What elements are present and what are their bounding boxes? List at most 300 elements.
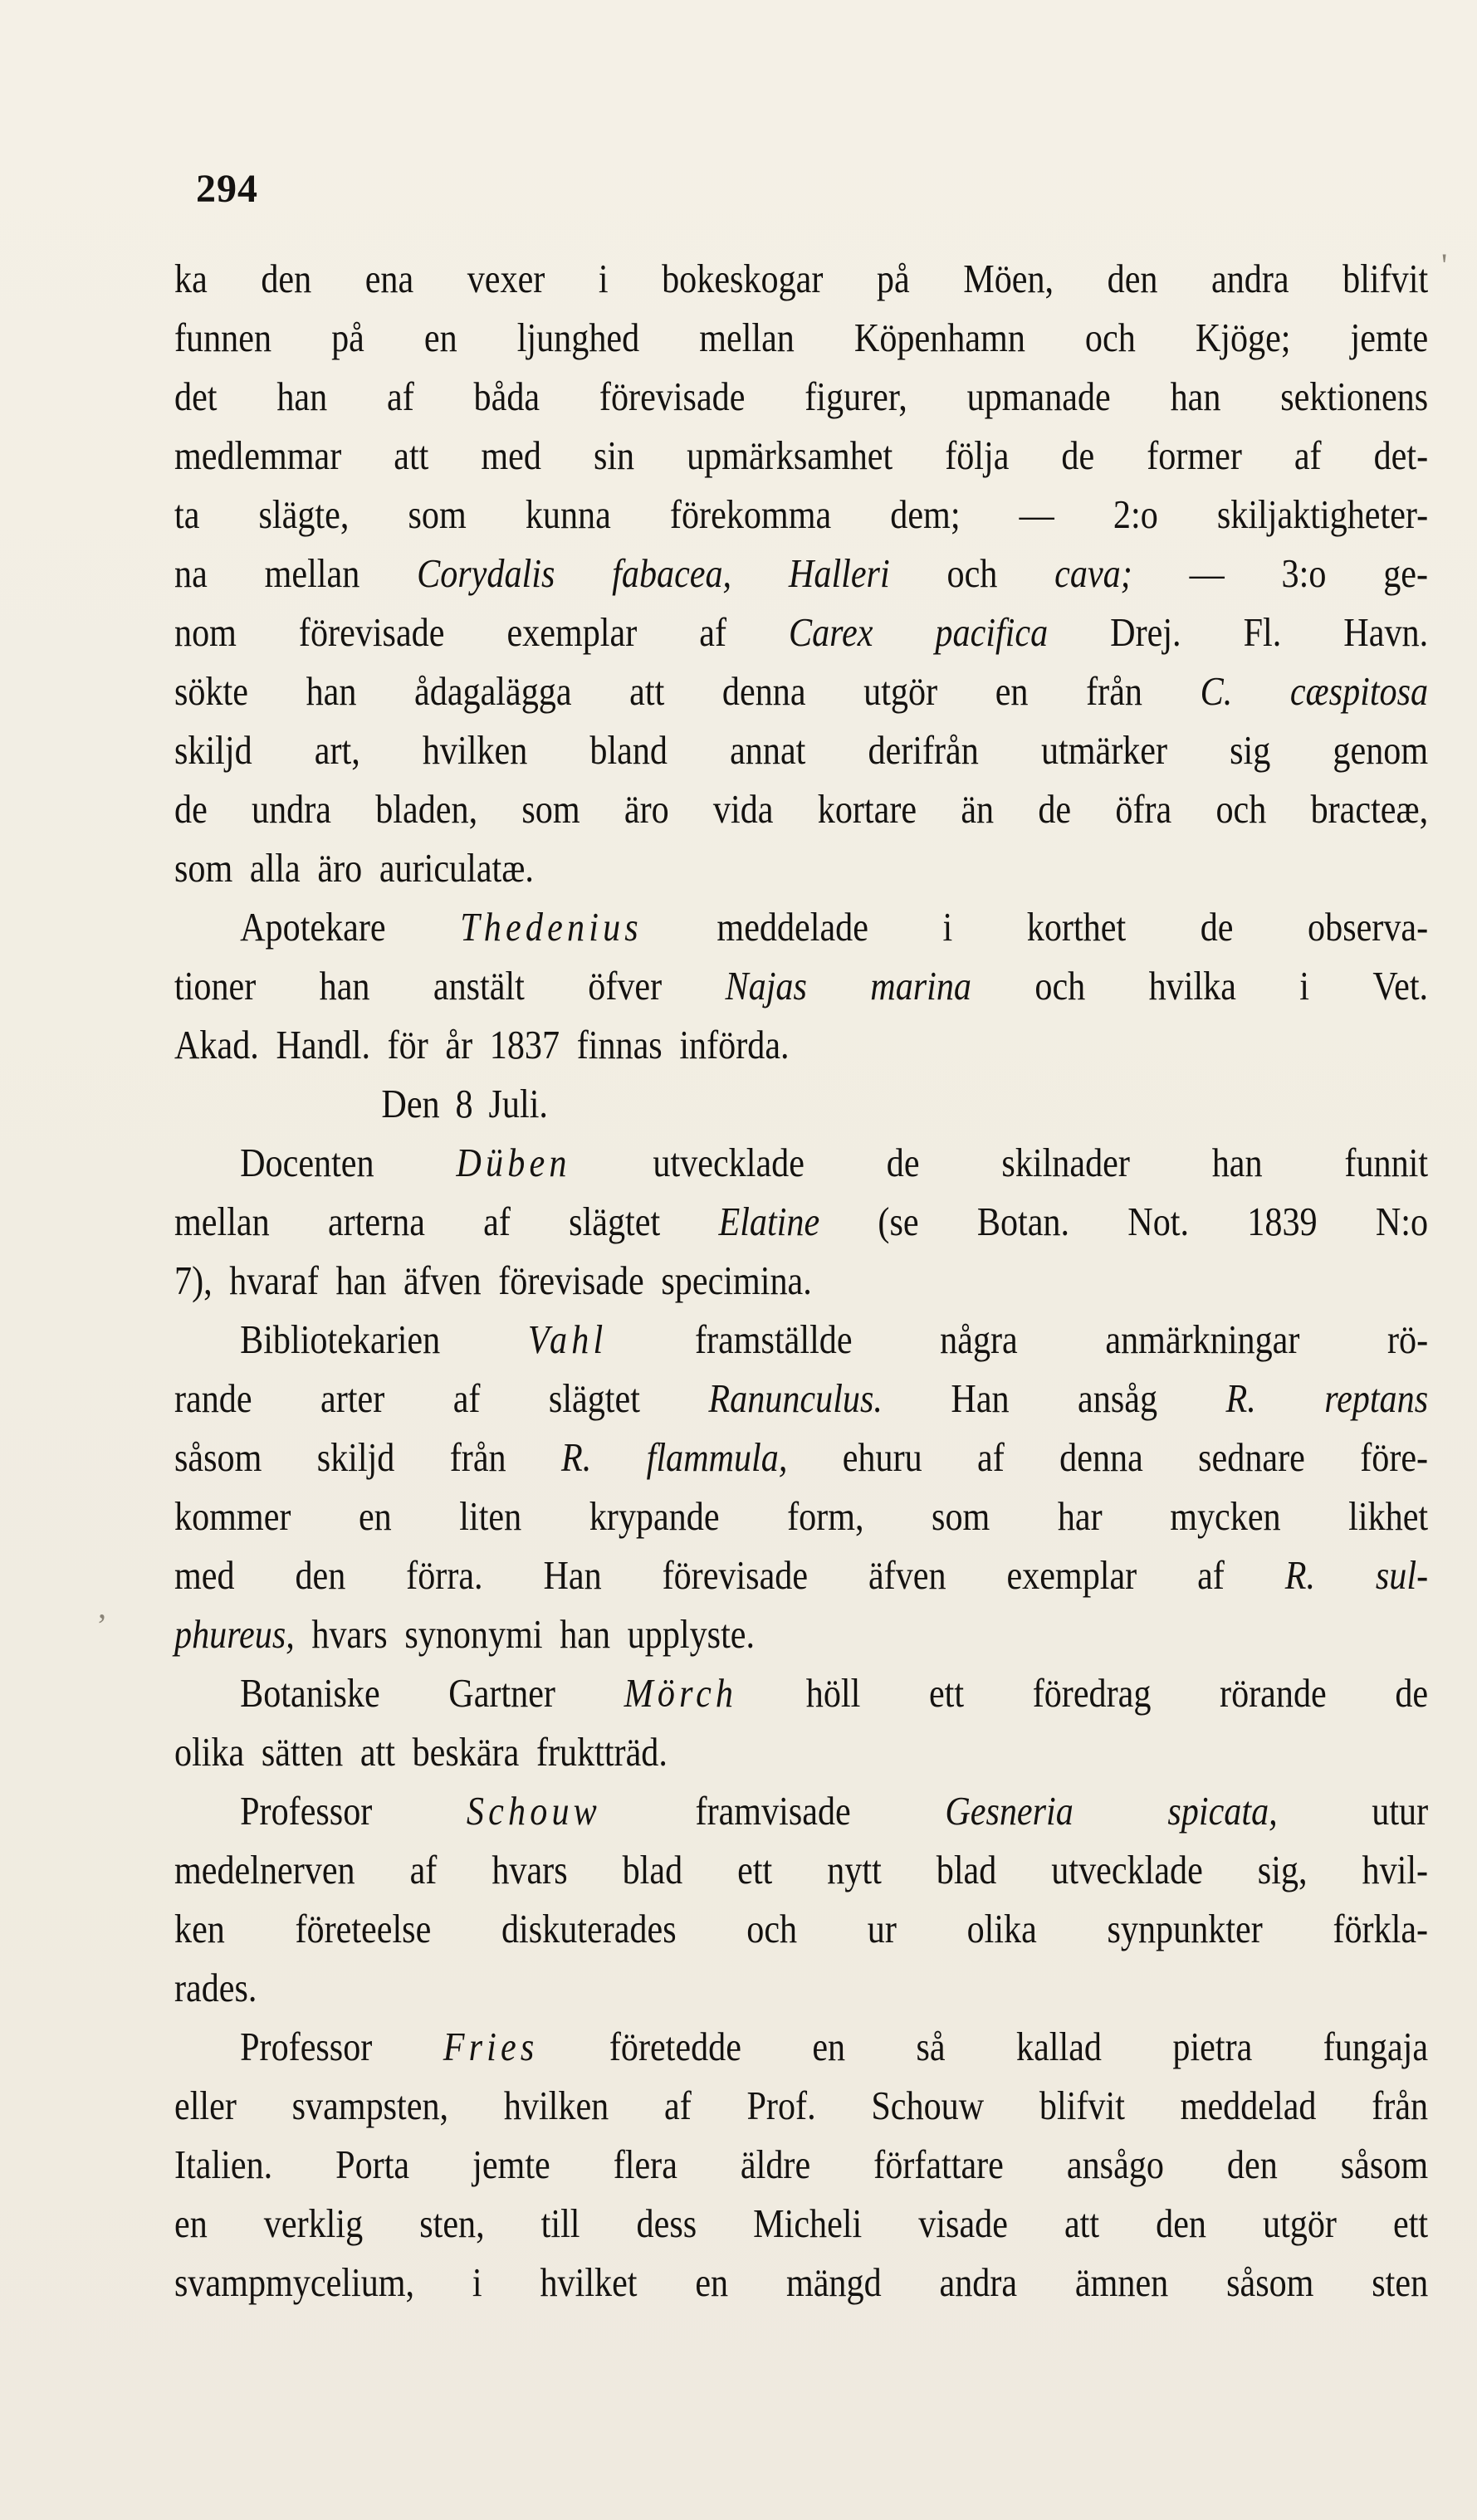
word: upmärksamhet bbox=[687, 432, 893, 478]
word: Havn. bbox=[1343, 609, 1429, 655]
word: 7), bbox=[174, 1258, 213, 1303]
text-line bbox=[174, 367, 1428, 426]
word: form, bbox=[787, 1493, 864, 1539]
word: kommer bbox=[174, 1493, 291, 1539]
word: rörande bbox=[1220, 1670, 1327, 1716]
word: företedde bbox=[609, 2024, 741, 2069]
word: Han bbox=[543, 1552, 602, 1598]
word: han bbox=[1170, 374, 1221, 419]
word: öfra bbox=[1115, 786, 1172, 832]
word: rö- bbox=[1387, 1316, 1429, 1362]
word: så bbox=[916, 2024, 946, 2069]
word: exemplar bbox=[506, 609, 638, 655]
word: skiljd bbox=[174, 727, 252, 773]
word: svampsten, bbox=[291, 2083, 449, 2128]
word: som bbox=[408, 491, 467, 537]
text-line bbox=[174, 2135, 1428, 2194]
word: pacifica bbox=[935, 609, 1049, 655]
word: ena bbox=[364, 256, 414, 301]
word: fungaja bbox=[1323, 2024, 1429, 2069]
word: bladen, bbox=[375, 786, 478, 832]
word: hvilka bbox=[1148, 963, 1236, 1008]
word: Corydalis bbox=[417, 550, 555, 596]
word: Handl. bbox=[276, 1022, 370, 1067]
word: med bbox=[174, 1552, 235, 1598]
word: ken bbox=[174, 1906, 225, 1951]
word: hvilket bbox=[540, 2259, 638, 2305]
word: författare bbox=[873, 2142, 1004, 2187]
word: en bbox=[174, 2200, 208, 2246]
word: sektionens bbox=[1280, 374, 1429, 419]
word: mellan bbox=[699, 315, 795, 360]
word: nom bbox=[174, 609, 237, 655]
word: förevisade bbox=[298, 609, 445, 655]
word: spicata, bbox=[1167, 1788, 1278, 1834]
text-line bbox=[174, 956, 1428, 1015]
word: de bbox=[1061, 432, 1095, 478]
word: visade bbox=[918, 2200, 1008, 2246]
word: eller bbox=[174, 2083, 237, 2128]
word: han bbox=[306, 668, 357, 714]
word: båda bbox=[473, 374, 540, 419]
word: anstält bbox=[433, 963, 525, 1008]
word: Professor bbox=[240, 2024, 373, 2069]
word: från bbox=[449, 1434, 506, 1480]
word: fabacea, bbox=[612, 550, 732, 596]
word: bokeskogar bbox=[662, 256, 824, 301]
word: Gartner bbox=[448, 1670, 555, 1716]
text-line bbox=[174, 1663, 1428, 1722]
word: tioner bbox=[174, 963, 257, 1008]
word: medlemmar bbox=[174, 432, 342, 478]
word: vexer bbox=[467, 256, 545, 301]
text-line bbox=[174, 2076, 1428, 2135]
word: vida bbox=[712, 786, 774, 832]
word: 1837 bbox=[489, 1022, 560, 1067]
word: de bbox=[886, 1140, 920, 1185]
word: Vahl bbox=[527, 1316, 608, 1362]
word: nytt bbox=[827, 1847, 882, 1892]
margin-mark: , bbox=[98, 1588, 106, 1625]
word: sökte bbox=[174, 668, 248, 714]
word: Gesneria bbox=[945, 1788, 1074, 1834]
word: företeelse bbox=[295, 1906, 432, 1951]
text-line bbox=[174, 1251, 1428, 1310]
word: flammula, bbox=[646, 1434, 788, 1480]
word: Botaniske bbox=[240, 1670, 380, 1716]
word: hvilken bbox=[503, 2083, 609, 2128]
word: från bbox=[1372, 2083, 1429, 2128]
word: rades. bbox=[174, 1965, 257, 2010]
word: sul- bbox=[1375, 1552, 1429, 1598]
word: han bbox=[560, 1611, 611, 1657]
word: Drej. bbox=[1110, 609, 1181, 655]
word: Apotekare bbox=[240, 904, 386, 950]
word: Not. bbox=[1127, 1199, 1190, 1244]
text-line bbox=[174, 2017, 1428, 2076]
word: som bbox=[932, 1493, 990, 1539]
word: att bbox=[629, 668, 665, 714]
word: förkla- bbox=[1333, 1906, 1429, 1951]
word: på bbox=[331, 315, 364, 360]
word: blad bbox=[622, 1847, 683, 1892]
word: Düben bbox=[456, 1140, 571, 1185]
word: Schouw bbox=[871, 2083, 985, 2128]
text-line bbox=[174, 249, 1428, 308]
word: af bbox=[483, 1199, 511, 1244]
word: synonymi bbox=[404, 1611, 543, 1657]
word: införda. bbox=[679, 1022, 790, 1067]
word: ehuru bbox=[842, 1434, 922, 1480]
word: Köpenhamn bbox=[853, 315, 1025, 360]
word: dem; bbox=[890, 491, 961, 537]
word: sten, bbox=[419, 2200, 485, 2246]
word: Vet. bbox=[1372, 963, 1429, 1008]
text-line bbox=[174, 2194, 1428, 2253]
word: af bbox=[699, 609, 726, 655]
word: R. bbox=[1284, 1552, 1316, 1598]
word: N:o bbox=[1375, 1199, 1429, 1244]
word: olika bbox=[174, 1729, 245, 1775]
word: äfven bbox=[403, 1258, 482, 1303]
word: mängd bbox=[785, 2259, 882, 2305]
word: af bbox=[1197, 1552, 1225, 1598]
word: ett bbox=[1392, 2200, 1429, 2246]
word: de bbox=[1200, 904, 1234, 950]
word: blad bbox=[936, 1847, 997, 1892]
word: Thedenius bbox=[460, 904, 643, 950]
word: art, bbox=[314, 727, 360, 773]
word: att bbox=[1064, 2200, 1100, 2246]
word: Micheli bbox=[753, 2200, 863, 2246]
word: af bbox=[663, 2083, 692, 2128]
word: det bbox=[174, 374, 218, 419]
word: cava; bbox=[1054, 550, 1132, 596]
word: R. bbox=[1225, 1375, 1256, 1421]
word: annat bbox=[730, 727, 806, 773]
text-line bbox=[174, 1487, 1428, 1546]
word: Prof. bbox=[746, 2083, 816, 2128]
word: Ranunculus. bbox=[708, 1375, 883, 1421]
word: arterna bbox=[327, 1199, 425, 1244]
word: flera bbox=[613, 2142, 677, 2187]
word: finnas bbox=[576, 1022, 663, 1067]
word: R. bbox=[560, 1434, 592, 1480]
word: af bbox=[977, 1434, 1005, 1480]
word: den bbox=[1107, 256, 1158, 301]
word: ansågo bbox=[1066, 2142, 1164, 2187]
word: ka bbox=[174, 256, 208, 301]
word: med bbox=[481, 432, 541, 478]
word: Docenten bbox=[240, 1140, 374, 1185]
word: och bbox=[746, 1906, 798, 1951]
word: en bbox=[995, 668, 1029, 714]
word: utgör bbox=[863, 668, 938, 714]
word: Botan. bbox=[976, 1199, 1070, 1244]
word: sin bbox=[593, 432, 635, 478]
word: ett bbox=[737, 1847, 773, 1892]
word: af bbox=[409, 1847, 438, 1892]
word: att bbox=[394, 432, 429, 478]
word: en bbox=[423, 315, 457, 360]
word: Italien. bbox=[174, 2142, 273, 2187]
word: sig bbox=[1230, 727, 1271, 773]
word: de bbox=[1395, 1670, 1429, 1716]
word: skiljaktigheter- bbox=[1216, 491, 1429, 537]
word: Professor bbox=[240, 1788, 373, 1834]
word: (se bbox=[878, 1199, 919, 1244]
word: hvil- bbox=[1362, 1847, 1429, 1892]
word: specimina. bbox=[661, 1258, 812, 1303]
word: likhet bbox=[1348, 1493, 1429, 1539]
word: till bbox=[540, 2200, 580, 2246]
word: genom bbox=[1333, 727, 1429, 773]
word: före- bbox=[1360, 1434, 1429, 1480]
word: Fries bbox=[443, 2024, 539, 2069]
word: korthet bbox=[1026, 904, 1127, 950]
word: Han bbox=[951, 1375, 1010, 1421]
word: äfven bbox=[868, 1552, 946, 1598]
word: C. bbox=[1200, 668, 1233, 714]
word: utvecklade bbox=[1051, 1847, 1203, 1892]
word: för bbox=[387, 1022, 428, 1067]
word: cæspitosa bbox=[1289, 668, 1429, 714]
word: som bbox=[174, 845, 233, 891]
word: utmärker bbox=[1040, 727, 1168, 773]
word: kortare bbox=[817, 786, 917, 832]
word: utur bbox=[1372, 1788, 1429, 1834]
word: på bbox=[876, 256, 910, 301]
word: blifvit bbox=[1343, 256, 1429, 301]
word: Möen, bbox=[963, 256, 1054, 301]
word: funnit bbox=[1344, 1140, 1429, 1185]
word: den bbox=[1226, 2142, 1278, 2187]
word: slägte, bbox=[258, 491, 350, 537]
word: dess bbox=[636, 2200, 697, 2246]
text-line bbox=[174, 544, 1428, 603]
word: och bbox=[1084, 315, 1136, 360]
word: figurer, bbox=[805, 374, 907, 419]
word: han bbox=[276, 374, 328, 419]
word: synpunkter bbox=[1107, 1906, 1263, 1951]
word: — bbox=[1019, 491, 1054, 537]
word: mellan bbox=[174, 1199, 270, 1244]
word: reptans bbox=[1324, 1375, 1429, 1421]
text-line bbox=[174, 1133, 1428, 1192]
word: såsom bbox=[1340, 2142, 1429, 2187]
word: Akad. bbox=[174, 1022, 259, 1067]
word: hvars bbox=[492, 1847, 568, 1892]
word: denna bbox=[1059, 1434, 1143, 1480]
word: slägtet bbox=[569, 1199, 661, 1244]
word: Fl. bbox=[1243, 609, 1282, 655]
word: beskära bbox=[412, 1729, 520, 1775]
word: ta bbox=[174, 491, 200, 537]
word: verklig bbox=[263, 2200, 364, 2246]
word: några bbox=[940, 1316, 1018, 1362]
word: ett bbox=[928, 1670, 965, 1716]
word: Den bbox=[381, 1081, 440, 1126]
text-line bbox=[174, 662, 1428, 720]
word: bracteæ, bbox=[1310, 786, 1429, 832]
word: mycken bbox=[1170, 1493, 1281, 1539]
word: höll bbox=[805, 1670, 861, 1716]
word: äldre bbox=[740, 2142, 811, 2187]
word: det- bbox=[1373, 432, 1429, 478]
body-text bbox=[174, 249, 1428, 2312]
word: hvilken bbox=[422, 727, 528, 773]
text-line bbox=[174, 485, 1428, 544]
word: förevisade bbox=[662, 1552, 809, 1598]
word: år bbox=[445, 1022, 473, 1067]
word: derifrån bbox=[868, 727, 979, 773]
word: den bbox=[1156, 2200, 1206, 2246]
text-line bbox=[174, 1958, 1428, 2017]
word: bland bbox=[589, 727, 668, 773]
word: de bbox=[174, 786, 208, 832]
word: pietra bbox=[1172, 2024, 1253, 2069]
word: från bbox=[1086, 668, 1142, 714]
word: rande bbox=[174, 1375, 252, 1421]
word: Juli. bbox=[488, 1081, 548, 1126]
word: jemte bbox=[1350, 315, 1429, 360]
word: 3:o bbox=[1281, 550, 1327, 596]
word: diskuterades bbox=[501, 1906, 677, 1951]
page-number: 294 bbox=[196, 167, 258, 211]
word: och bbox=[1215, 786, 1267, 832]
word: ämnen bbox=[1074, 2259, 1169, 2305]
word: att bbox=[359, 1729, 395, 1775]
word: krypande bbox=[589, 1493, 720, 1539]
word: ådagalägga bbox=[414, 668, 572, 714]
text-line bbox=[174, 1192, 1428, 1251]
word: har bbox=[1057, 1493, 1103, 1539]
word: framvisade bbox=[695, 1788, 851, 1834]
word: i bbox=[1299, 963, 1310, 1008]
word: Najas bbox=[725, 963, 807, 1008]
word: funnen bbox=[174, 315, 272, 360]
word: na bbox=[174, 550, 208, 596]
word: alla bbox=[249, 845, 301, 891]
word: phureus, bbox=[174, 1611, 295, 1657]
text-line bbox=[174, 1074, 1428, 1133]
word: ljunghed bbox=[516, 315, 640, 360]
word: exemplar bbox=[1006, 1552, 1137, 1598]
word: i bbox=[942, 904, 953, 950]
word: Porta bbox=[335, 2142, 410, 2187]
text-line bbox=[174, 1899, 1428, 1958]
word: olika bbox=[966, 1906, 1037, 1951]
word: observa- bbox=[1308, 904, 1429, 950]
word: mellan bbox=[264, 550, 360, 596]
word: fruktträd. bbox=[536, 1729, 668, 1775]
word: slägtet bbox=[548, 1375, 640, 1421]
word: sätten bbox=[261, 1729, 344, 1775]
word: kallad bbox=[1016, 2024, 1102, 2069]
word: Halleri bbox=[788, 550, 890, 596]
word: föredrag bbox=[1032, 1670, 1152, 1716]
word: än bbox=[961, 786, 995, 832]
word: den bbox=[295, 1552, 346, 1598]
word: Carex bbox=[788, 609, 873, 655]
word: af bbox=[386, 374, 414, 419]
word: såsom bbox=[1226, 2259, 1314, 2305]
word: den bbox=[261, 256, 312, 301]
word: marina bbox=[870, 963, 972, 1008]
text-line bbox=[174, 1781, 1428, 1840]
text-line bbox=[174, 1015, 1428, 1074]
word: upmanade bbox=[966, 374, 1111, 419]
word: meddelade bbox=[716, 904, 868, 950]
text-line bbox=[174, 779, 1428, 838]
text-line bbox=[174, 720, 1428, 779]
word: de bbox=[1038, 786, 1072, 832]
word: Schouw bbox=[466, 1788, 601, 1834]
word: anmärkningar bbox=[1105, 1316, 1300, 1362]
word: meddelad bbox=[1180, 2083, 1317, 2128]
word: förra. bbox=[406, 1552, 483, 1598]
word: Elatine bbox=[718, 1199, 820, 1244]
text-line bbox=[174, 1604, 1428, 1663]
word: som bbox=[521, 786, 580, 832]
margin-mark: ' bbox=[1441, 247, 1448, 284]
word: han bbox=[1211, 1140, 1263, 1185]
word: 8 bbox=[455, 1081, 473, 1126]
text-line bbox=[174, 426, 1428, 485]
word: — bbox=[1189, 550, 1225, 596]
word: sednare bbox=[1198, 1434, 1305, 1480]
word: och bbox=[946, 550, 998, 596]
word: skiljd bbox=[316, 1434, 395, 1480]
word: han bbox=[335, 1258, 387, 1303]
word: upplyste. bbox=[627, 1611, 756, 1657]
word: Mörch bbox=[624, 1670, 738, 1716]
text-line bbox=[174, 2253, 1428, 2312]
text-line bbox=[174, 1310, 1428, 1369]
word: hvaraf bbox=[229, 1258, 319, 1303]
word: följa bbox=[945, 432, 1010, 478]
word: af bbox=[452, 1375, 481, 1421]
word: hvars bbox=[311, 1611, 388, 1657]
word: en bbox=[812, 2024, 846, 2069]
word: blifvit bbox=[1039, 2083, 1125, 2128]
word: i bbox=[598, 256, 609, 301]
text-line bbox=[174, 1428, 1428, 1487]
word: af bbox=[1294, 432, 1322, 478]
word: undra bbox=[252, 786, 331, 832]
text-line bbox=[174, 1722, 1428, 1781]
text-line bbox=[174, 838, 1428, 897]
word: sig, bbox=[1257, 1847, 1308, 1892]
word: äro bbox=[624, 786, 669, 832]
word: denna bbox=[721, 668, 806, 714]
word: såsom bbox=[174, 1434, 262, 1480]
word: former bbox=[1147, 432, 1242, 478]
word: jemte bbox=[472, 2142, 550, 2187]
word: Bibliotekarien bbox=[240, 1316, 441, 1362]
word: ur bbox=[867, 1906, 897, 1951]
text-line bbox=[174, 897, 1428, 956]
word: kunna bbox=[525, 491, 611, 537]
word: ansåg bbox=[1078, 1375, 1158, 1421]
text-line bbox=[174, 1369, 1428, 1428]
word: utgör bbox=[1263, 2200, 1337, 2246]
word: skilnader bbox=[1001, 1140, 1130, 1185]
word: svampmycelium, bbox=[174, 2259, 415, 2305]
word: arter bbox=[320, 1375, 385, 1421]
word: ge- bbox=[1383, 550, 1429, 596]
text-line bbox=[174, 308, 1428, 367]
